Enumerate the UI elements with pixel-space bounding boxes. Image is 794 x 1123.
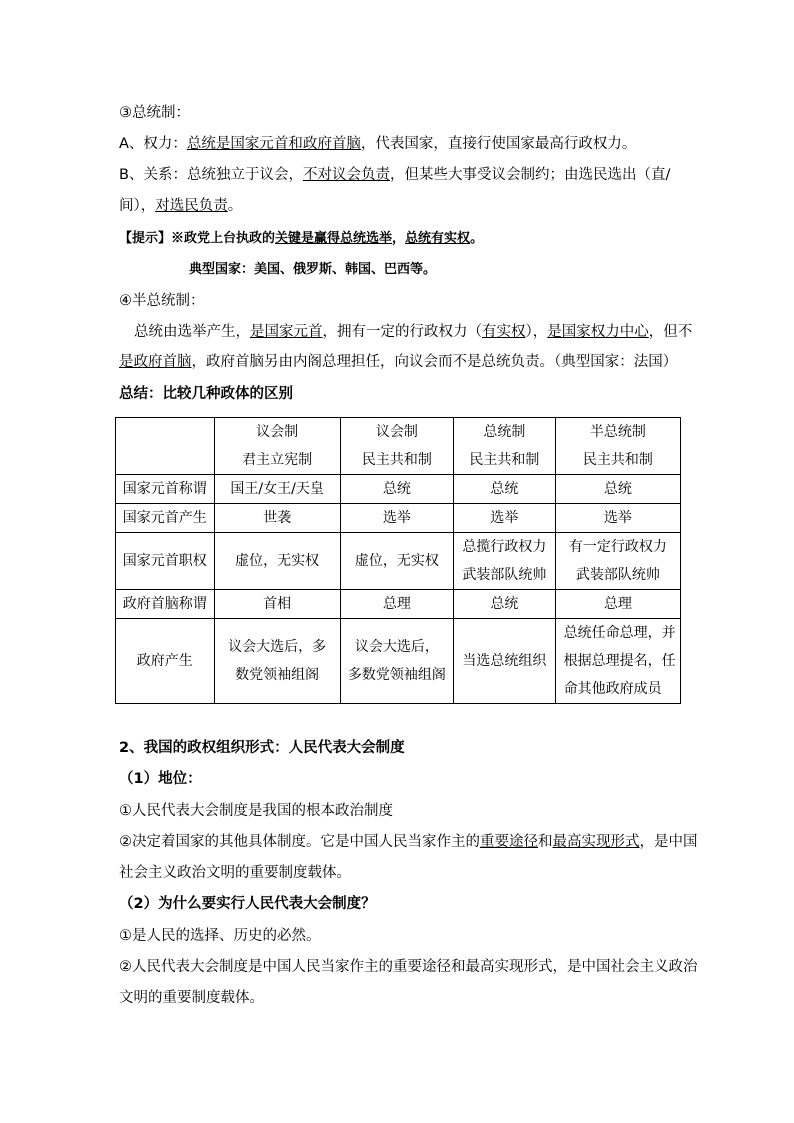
table-cell: 总揽行政权力 武装部队统帅 bbox=[454, 533, 555, 590]
row-label: 国家元首职权 bbox=[116, 533, 215, 590]
paragraph-line: 社会主义政治文明的重要制度载体。 bbox=[119, 865, 351, 881]
table-cell: 总理 bbox=[340, 590, 454, 619]
subsection-2-title: （2）为什么要实行人民代表大会制度？ bbox=[119, 896, 376, 912]
row-label: 国家元首称谓 bbox=[116, 475, 215, 504]
p2-suffix: ，政府首脑另由内阁总理担任，向议会而不是总统负责。（典型国家：法国） bbox=[191, 354, 678, 370]
paragraph-line: ①是人民的选择、历史的必然。 bbox=[119, 928, 321, 944]
tip-underlined-1: 关键是赢得总统选举 bbox=[275, 231, 393, 246]
summary-title: 总结：比较几种政体的区别 bbox=[119, 386, 293, 402]
comparison-table bbox=[115, 417, 681, 704]
row-label: 政府首脑称谓 bbox=[116, 590, 215, 619]
table-cell: 总统 bbox=[454, 475, 555, 504]
table-cell: 世袭 bbox=[214, 504, 340, 533]
power-line bbox=[119, 134, 636, 154]
table-cell: 选举 bbox=[454, 504, 555, 533]
section-2-title: 2、我国的政权组织形式：人民代表大会制度 bbox=[119, 740, 405, 756]
table-cell: 虚位，无实权 bbox=[214, 533, 340, 590]
table-cell: 选举 bbox=[340, 504, 454, 533]
tip-underlined-2: 总统有实权 bbox=[405, 231, 471, 246]
table-row bbox=[116, 619, 681, 704]
table-cell: 国王/女王/天皇 bbox=[214, 475, 340, 504]
power-suffix: ，代表国家，直接行使国家最高行政权力。 bbox=[360, 136, 637, 152]
table-corner-cell bbox=[116, 418, 215, 475]
table-cell: 选举 bbox=[555, 504, 680, 533]
section-3-title: ③总统制： bbox=[119, 105, 190, 121]
table-header-row bbox=[116, 418, 681, 475]
table-cell: 总统 bbox=[454, 590, 555, 619]
row-label: 国家元首产生 bbox=[116, 504, 215, 533]
p1-prefix: 总统由选举产生， bbox=[134, 324, 250, 340]
p1-underlined-3: 是国家权力中心 bbox=[547, 324, 649, 340]
p2-underlined: 是政府首脑 bbox=[119, 354, 192, 370]
semi-presidential-line-2 bbox=[119, 352, 677, 372]
table-cell: 虚位，无实权 bbox=[340, 533, 454, 590]
semi-presidential-line-1 bbox=[134, 322, 692, 342]
p1-mid-1: ，拥有一定的行政权力（ bbox=[322, 324, 482, 340]
header-cell: 总统制 民主共和制 bbox=[454, 418, 555, 475]
relation2-underlined: 对选民负责 bbox=[155, 198, 228, 214]
table-row bbox=[116, 533, 681, 590]
table-cell: 当选总统组织 bbox=[454, 619, 555, 704]
tip-line bbox=[119, 229, 483, 249]
paragraph-line: 文明的重要制度载体。 bbox=[119, 990, 264, 1006]
l2-prefix: ②决定着国家的其他具体制度。它是中国人民当家作主的 bbox=[119, 834, 480, 850]
paragraph-line: ①人民代表大会制度是我国的根本政治制度 bbox=[119, 803, 393, 819]
relation-line bbox=[119, 165, 670, 185]
tip-mid: ， bbox=[392, 231, 406, 246]
table-row bbox=[116, 475, 681, 504]
relation-suffix: ，但某些大事受议会制约；由选民选出（直/ bbox=[389, 167, 671, 183]
table-cell: 有一定行政权力 武装部队统帅 bbox=[555, 533, 680, 590]
relation2-prefix: 间）， bbox=[119, 198, 156, 214]
header-cell: 半总统制 民主共和制 bbox=[555, 418, 680, 475]
subsection-1-title: （1）地位： bbox=[119, 771, 202, 787]
table-cell: 总统 bbox=[340, 475, 454, 504]
tip-suffix: 。 bbox=[470, 231, 484, 246]
relation2-suffix: 。 bbox=[227, 198, 243, 214]
table-cell: 议会大选后，多 数党领袖组阁 bbox=[214, 619, 340, 704]
table-cell: 总统任命总理，并 根据总理提名，任 命其他政府成员 bbox=[555, 619, 680, 704]
power-underlined: 总统是国家元首和政府首脑 bbox=[186, 136, 361, 152]
p1-suffix: ，但不 bbox=[648, 324, 693, 340]
paragraph-line bbox=[119, 832, 698, 852]
section-4-title: ④半总统制： bbox=[119, 293, 205, 309]
tip-prefix: 【提示】※政党上台执政的 bbox=[119, 231, 276, 246]
table-row bbox=[116, 504, 681, 533]
relation-line-2 bbox=[119, 196, 242, 216]
table-row bbox=[116, 590, 681, 619]
p1-underlined-1: 是国家元首 bbox=[250, 324, 323, 340]
header-cell: 议会制 民主共和制 bbox=[340, 418, 454, 475]
typical-countries: 典型国家：美国、俄罗斯、韩国、巴西等。 bbox=[189, 262, 437, 277]
row-label: 政府产生 bbox=[116, 619, 215, 704]
header-cell: 议会制 君主立宪制 bbox=[214, 418, 340, 475]
table-cell: 总统 bbox=[555, 475, 680, 504]
paragraph-line: ②人民代表大会制度是中国人民当家作主的重要途径和最高实现形式，是中国社会主义政治 bbox=[119, 959, 698, 975]
table-cell: 议会大选后， 多数党领袖组阁 bbox=[340, 619, 454, 704]
p1-mid-2: ）， bbox=[525, 324, 548, 340]
table-cell: 总理 bbox=[555, 590, 680, 619]
l2-suffix: ，是中国 bbox=[639, 834, 698, 850]
l2-mid: 和 bbox=[538, 834, 553, 850]
p1-underlined-2: 有实权 bbox=[482, 324, 526, 340]
l2-underlined-2: 最高实现形式 bbox=[552, 834, 640, 850]
relation-underlined: 不对议会负责 bbox=[302, 167, 390, 183]
relation-prefix: B、关系：总统独立于议会， bbox=[119, 167, 303, 183]
power-prefix: A、权力： bbox=[119, 136, 187, 152]
l2-underlined-1: 重要途径 bbox=[480, 834, 538, 850]
table-cell: 首相 bbox=[214, 590, 340, 619]
